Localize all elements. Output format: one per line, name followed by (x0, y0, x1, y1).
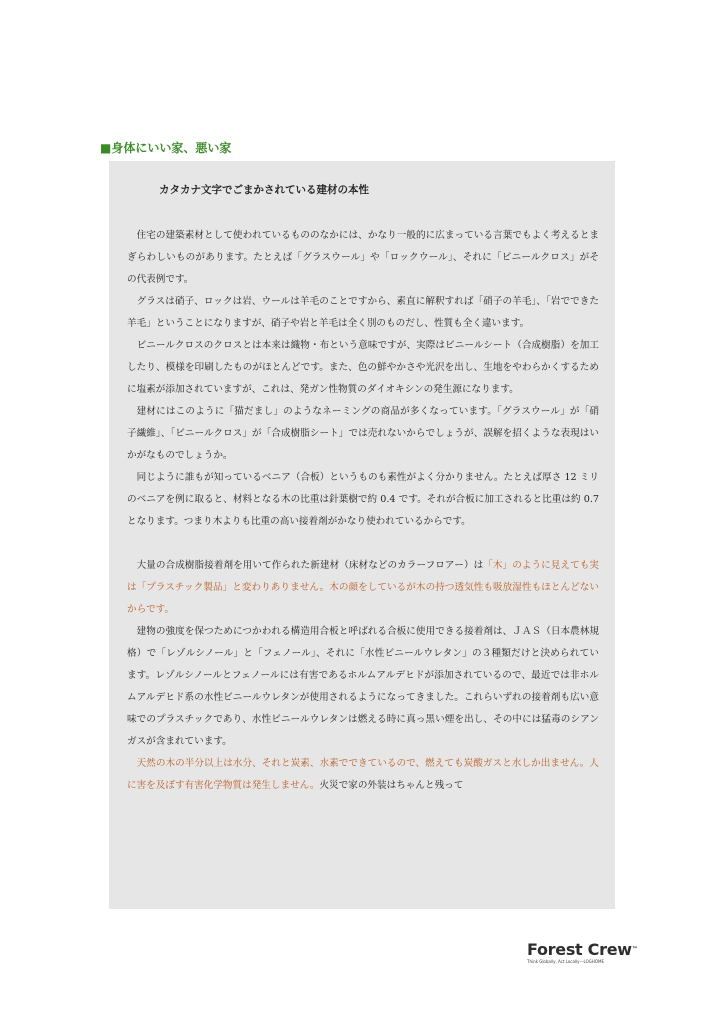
paragraph-natural-wood-text: 火災で家の外装はちゃんと残って (319, 780, 464, 791)
paragraph-new-materials (127, 555, 599, 621)
paragraph-new-materials-highlight: 「木」のように見えても実は「プラスチック製品」と変わりありません。木の顔をしているが木の持つ透気性も吸放湿性もほとんどないからです。 (127, 560, 600, 615)
section-heading: ■身体にいい家、悪い家 (100, 141, 232, 155)
paragraph-new-materials-text: 大量の合成樹脂接着剤を用いて作られた新建材（床材などのカラーフロアー）は (136, 560, 484, 571)
article-title: カタカナ文字でごまかされている建材の本性 (159, 184, 369, 196)
brand-logo (527, 940, 638, 964)
logo-trademark: ™ (631, 946, 638, 953)
logo-tagline: Think Globally, Act Locally—LOGHOME (527, 959, 605, 964)
paragraph-naming: 建材にはこのように「猫だまし」のようなネーミングの商品が多くなっています。「グラスウール」が「硝子繊維」、「ビニールクロス」が「合成樹脂シート」では売れないからでしょうが、誤解を招くような表現はいかがなものでしょうか。 (127, 406, 599, 461)
paragraph-adhesives: 建物の強度を保つためにつかわれる構造用合板と呼ばれる合板に使用できる接着剤は、ＪＡＳ（日本農林規格）で「レゾルシノール」と「フェノール」、それに「水性ビニールウレタン」の３種類だけと決められています。レゾルシノールとフェノールには有害であるホルムアルデヒドが添加されているので、最近では非ホルムアルデヒド系の水性ビニールウレタンが使用されるようになってきました。これらいずれの接着剤も広い意味でのプラスチックであり、水性ビニールウレタンは燃える時に真っ黒い煙を出し、その中には猛毒のシアンガスが含まれています。 (127, 626, 599, 747)
article-body (127, 225, 599, 797)
paragraph-vinyl-cloth: ビニールクロスのクロスとは本来は織物・布という意味ですが、実際はビニールシート（合成樹脂）を加工したり、模様を印刷したものがほとんどです。また、色の鮮やかさや光沢を出し、生地をやわらかくするために塩素が添加されていますが、これは、発ガン性物質のダイオキシンの発生源になります。 (127, 340, 599, 395)
paragraph-natural-wood (127, 753, 599, 797)
paragraph-glass-wool-intro: 住宅の建築素材として使われているもののなかには、かなり一般的に広まっている言葉でもよく考えるとまぎらわしいものがあります。たとえば「グラスウール」や「ロックウール」、それに「ビニールクロス」がその代表例です。 (127, 230, 599, 285)
logo-name: Forest Crew (527, 940, 632, 959)
paragraph-veneer: 同じように誰もが知っているベニア（合板）というものも素性がよく分かりません。たとえば厚さ 12 ミリのベニアを例に取ると、材料となる木の比重は針葉樹で約 0.4 です。それが合板に加工されると比重は約 0.7 となります。つまり木よりも比重の高い接着剤がかなり使われているからです。 (127, 472, 599, 527)
logo-wordmark (527, 940, 638, 959)
paragraph-natural-wood-highlight: 天然の木の半分以上は水分、それと炭素、水素でできているので、燃えても炭酸ガスと水しか出ません。人に害を及ぼす有害化学物質は発生しません。 (127, 758, 599, 791)
paragraph-glass-rock-meaning: グラスは硝子、ロックは岩、ウールは羊毛のことですから、素直に解釈すれば「硝子の羊毛」、「岩でできた羊毛」ということになりますが、硝子や岩と羊毛は全く別のものだし、性質も全く違います。 (127, 296, 599, 329)
article-box (109, 161, 615, 909)
